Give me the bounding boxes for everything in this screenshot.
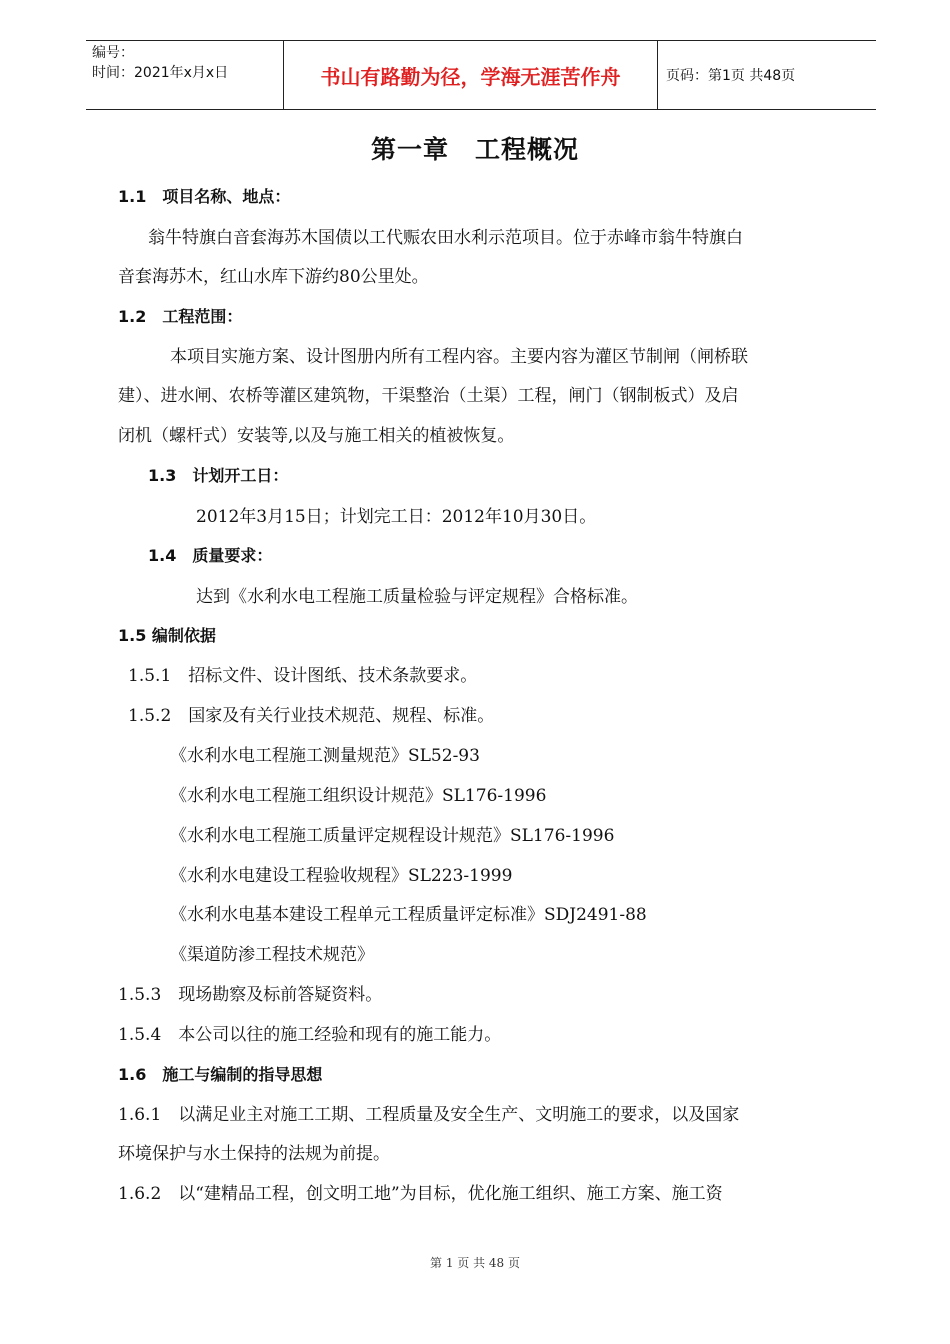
standard-item: 《水利水电基本建设工程单元工程质量评定标准》SDJ2491-88 xyxy=(170,905,647,925)
list-item: 1.5.3 现场勘察及标前答疑资料。 xyxy=(118,985,383,1005)
paragraph-line: 本项目实施方案、设计图册内所有工程内容。主要内容为灌区节制闸（闸桥联 xyxy=(170,347,748,367)
list-item: 1.6.2 以“建精品工程，创文明工地”为目标，优化施工组织、施工方案、施工资 xyxy=(118,1184,723,1204)
standard-item: 《渠道防渗工程技术规范》 xyxy=(170,945,374,965)
header-page-info: 页码：第1页 共48页 xyxy=(666,68,796,84)
page-header-table xyxy=(86,40,876,110)
section-heading: 1.3 计划开工日： xyxy=(148,466,289,485)
section-heading: 1.5 编制依据 xyxy=(118,626,216,645)
header-motto: 书山有路勤为径，学海无涯苦作舟 xyxy=(284,41,658,109)
paragraph-line: 建）、进水闸、农桥等灌区建筑物，干渠整治（土渠）工程，闸门（钢制板式）及启 xyxy=(118,386,739,406)
standard-item: 《水利水电工程施工组织设计规范》SL176-1996 xyxy=(170,786,547,806)
paragraph-line: 音套海苏木，红山水库下游约80公里处。 xyxy=(118,267,429,287)
paragraph-line: 2012年3月15日；计划完工日：2012年10月30日。 xyxy=(196,507,597,527)
list-item: 1.5.2 国家及有关行业技术规范、规程、标准。 xyxy=(128,706,495,726)
list-item: 1.5.1 招标文件、设计图纸、技术条款要求。 xyxy=(128,666,478,686)
section-heading: 1.1 项目名称、地点： xyxy=(118,187,291,206)
header-meta-cell xyxy=(86,41,284,109)
paragraph-line: 翁牛特旗白音套海苏木国债以工代赈农田水利示范项目。位于赤峰市翁牛特旗白 xyxy=(148,228,743,248)
list-item: 1.6.1 以满足业主对施工工期、工程质量及安全生产、文明施工的要求，以及国家 xyxy=(118,1105,740,1125)
standard-item: 《水利水电建设工程验收规程》SL223-1999 xyxy=(170,866,513,886)
standard-item: 《水利水电工程施工测量规范》SL52-93 xyxy=(170,746,480,766)
list-item: 1.5.4 本公司以往的施工经验和现有的施工能力。 xyxy=(118,1025,502,1045)
chapter-title: 第一章 工程概况 xyxy=(370,135,579,164)
section-heading: 1.2 工程范围： xyxy=(118,307,243,326)
paragraph-line: 环境保护与水土保持的法规为前提。 xyxy=(118,1144,390,1164)
page-footer: 第 1 页 共 48 页 xyxy=(430,1256,520,1270)
standard-item: 《水利水电工程施工质量评定规程设计规范》SL176-1996 xyxy=(170,826,615,846)
header-number-label: 编号： xyxy=(92,45,134,61)
paragraph-line: 闭机（螺杆式）安装等,以及与施工相关的植被恢复。 xyxy=(118,426,515,446)
paragraph-line: 达到《水利水电工程施工质量检验与评定规程》合格标准。 xyxy=(196,587,638,607)
header-time-label: 时间：2021年x月x日 xyxy=(92,65,229,81)
section-heading: 1.6 施工与编制的指导思想 xyxy=(118,1065,323,1084)
section-heading: 1.4 质量要求： xyxy=(148,546,273,565)
